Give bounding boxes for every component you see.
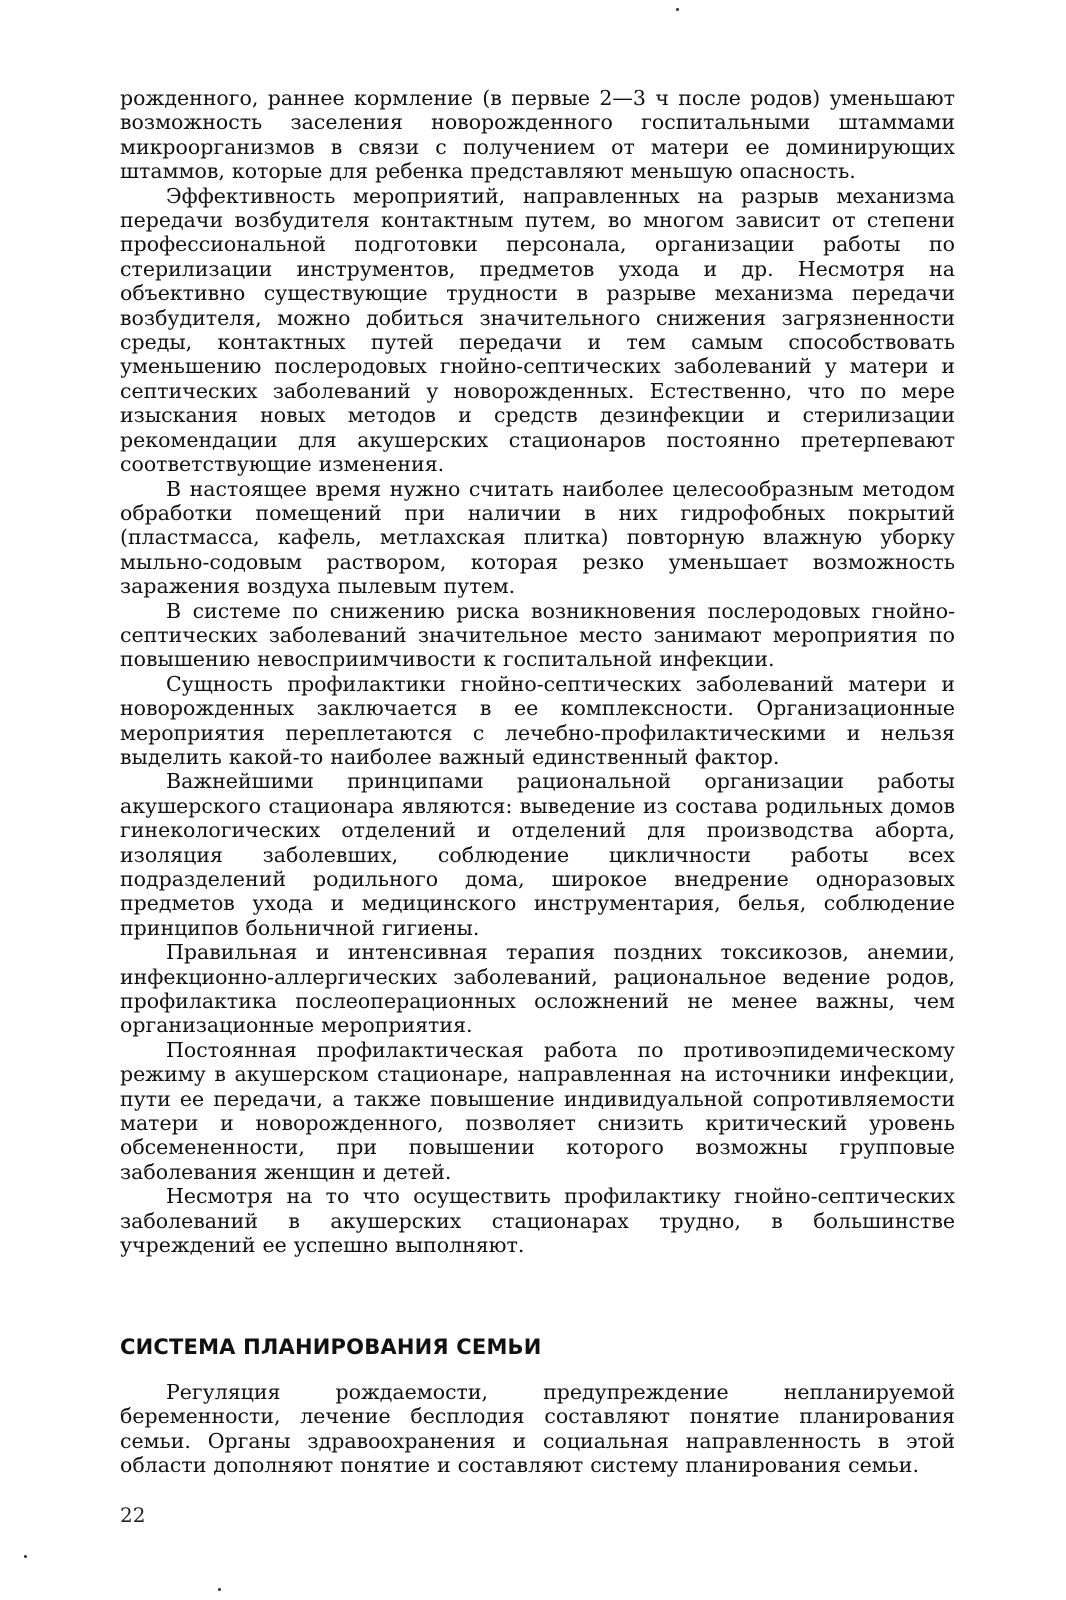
section-heading: СИСТЕМА ПЛАНИРОВАНИЯ СЕМЬИ [120,1335,542,1359]
paragraph-7: Правильная и интенсивная терапия поздних токсикозов, анемии, инфекционно-аллергических заболеваний, рациональное ведение родов, профилактика послеоперационных осложнений не менее важны, чем организационные мероприятия. [120,940,955,1038]
page-number: 22 [120,1503,146,1527]
body-text [120,86,955,1258]
paragraph-5: Сущность профилактики гнойно-септических заболеваний матери и новорожденных заключается в ее комплексности. Организационные мероприятия переплетаются с лечебно-профилактическими и нельзя выделить какой-то наиболее важный единственный фактор. [120,671,955,769]
paragraph-1: рожденного, раннее кормление (в первые 2—3 ч после родов) уменьшают возможность заселения новорожденного госпитальными штаммами микроорганизмов в связи с получением от матери ее доминирующих штаммов, которые для ребенка представляют меньшую опасность. [120,86,955,184]
paragraph-3: В настоящее время нужно считать наиболее целесообразным методом обработки помещений при наличии в них гидрофобных покрытий (пластмасса, кафель, метлахская плитка) повторную влажную уборку мыльно-содовым раствором, которая резко уменьшает возможность заражения воздуха пылевым путем. [120,476,955,599]
paragraph-6: Важнейшими принципами рациональной организации работы акушерского стационара являются: выведение из состава родильных домов гинекологических отделений и отделений для производства аборта, изоляция заболевших, соблюдение цикличности работы всех подразделений родильного дома, широкое внедрение одноразовых предметов ухода и медицинского инструментария, белья, соблюдение принципов больничной гигиены. [120,769,955,940]
scan-speck-bottom-left [24,1555,27,1558]
section-paragraph: Регуляция рождаемости, предупреждение непланируемой беременности, лечение бесплодия составляют понятие планирования семьи. Органы здравоохранения и социальная направленность в этой области дополняют понятие и составляют систему планирования семьи. [120,1380,955,1478]
scan-speck-top [676,8,679,11]
paragraph-2: Эффективность мероприятий, направленных на разрыв механизма передачи возбудителя контактным путем, во многом зависит от степени профессиональной подготовки персонала, организации работы по стерилизации инструментов, предметов ухода и др. Несмотря на объективно существующие трудности в разрыве механизма передачи возбудителя, можно добиться значительного снижения загрязненности среды, контактных путей передачи и тем самым способствовать уменьшению послеродовых гнойно-септических заболеваний у матери и септических заболеваний у новорожденных. Естественно, что по мере изыскания новых методов и средств дезинфекции и стерилизации рекомендации для акушерских стационаров постоянно претерпевают соответствующие изменения. [120,183,955,477]
paragraph-9: Несмотря на то что осуществить профилактику гнойно-септических заболеваний в акушерских стационарах трудно, в большинстве учреждений ее успешно выполняют. [120,1184,955,1258]
scan-speck-bottom [218,1588,221,1591]
section-body [120,1380,955,1478]
paragraph-4: В системе по снижению риска возникновения послеродовых гнойно-септических заболеваний значительное место занимают мероприятия по повышению невосприимчивости к госпитальной инфекции. [120,598,955,672]
paragraph-8: Постоянная профилактическая работа по противоэпидемическому режиму в акушерском стационаре, направленная на источники инфекции, пути ее передачи, а также повышение индивидуальной сопротивляемости матери и новорожденного, позволяет снизить критический уровень обсемененности, при повышении которого возможны групповые заболевания женщин и детей. [120,1037,955,1184]
